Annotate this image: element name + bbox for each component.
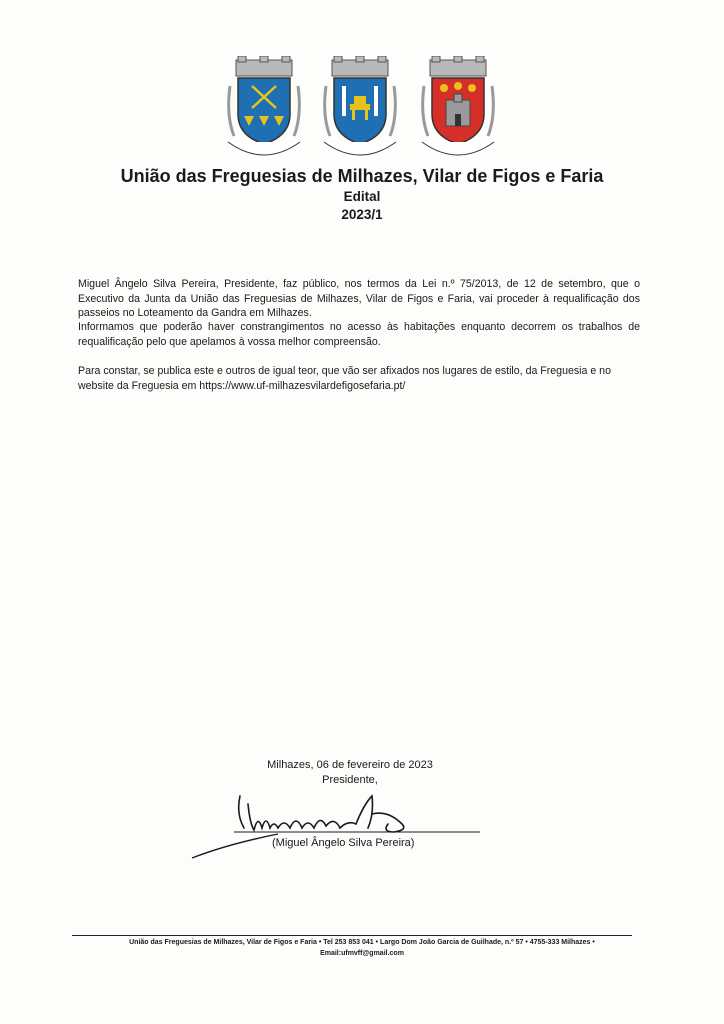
vilar-de-figos-crest-icon bbox=[312, 56, 408, 164]
footer-email: Email:ufmvff@gmail.com bbox=[320, 950, 404, 957]
body-paragraph-3: Para constar, se publica este e outros de igual teor, que vão ser afixados nos lugares de estilo, da Freguesia e no website da Freguesia em https://www.uf-milhazesvilardefigosefaria.pt/ bbox=[78, 365, 611, 392]
milhazes-crest bbox=[216, 56, 312, 164]
signature-role: Presidente, bbox=[322, 774, 378, 786]
signer-name: (Miguel Ângelo Silva Pereira) bbox=[272, 837, 415, 849]
footer-divider bbox=[72, 935, 632, 936]
document-type: Edital bbox=[343, 189, 381, 204]
handwritten-signature bbox=[188, 784, 488, 862]
document-number: 2023/1 bbox=[341, 207, 383, 222]
body-paragraph-2: Informamos que poderão haver constrangimentos no acesso às habitações enquanto decorrem os trabalhos de requalificação pelo que apelamos à vossa melhor compreensão. bbox=[78, 321, 640, 348]
milhazes-crest-icon bbox=[216, 56, 312, 164]
faria-crest-icon bbox=[410, 56, 506, 164]
faria-crest bbox=[410, 56, 506, 164]
page-title: União das Freguesias de Milhazes, Vilar de Figos e Faria bbox=[120, 166, 604, 186]
signature-place-date: Milhazes, 06 de fevereiro de 2023 bbox=[267, 759, 433, 771]
body-paragraph-1: Miguel Ângelo Silva Pereira, Presidente, faz público, nos termos da Lei n.º 75/2013, de 12 de setembro, que o Executivo da Junta da União das Freguesias de Milhazes, Vilar de Figos e Faria, vai proceder à requalificação dos passeios no Loteamento da Gandra em Milhazes. bbox=[78, 278, 640, 320]
crests-row bbox=[0, 56, 724, 164]
footer-address: União das Freguesias de Milhazes, Vilar de Figos e Faria • Tel 253 853 041 • Largo Dom João Garcia de Guilhade, n.º 57 • 4755-333 Milhazes • bbox=[129, 939, 595, 946]
vilar-de-figos-crest bbox=[312, 56, 408, 164]
